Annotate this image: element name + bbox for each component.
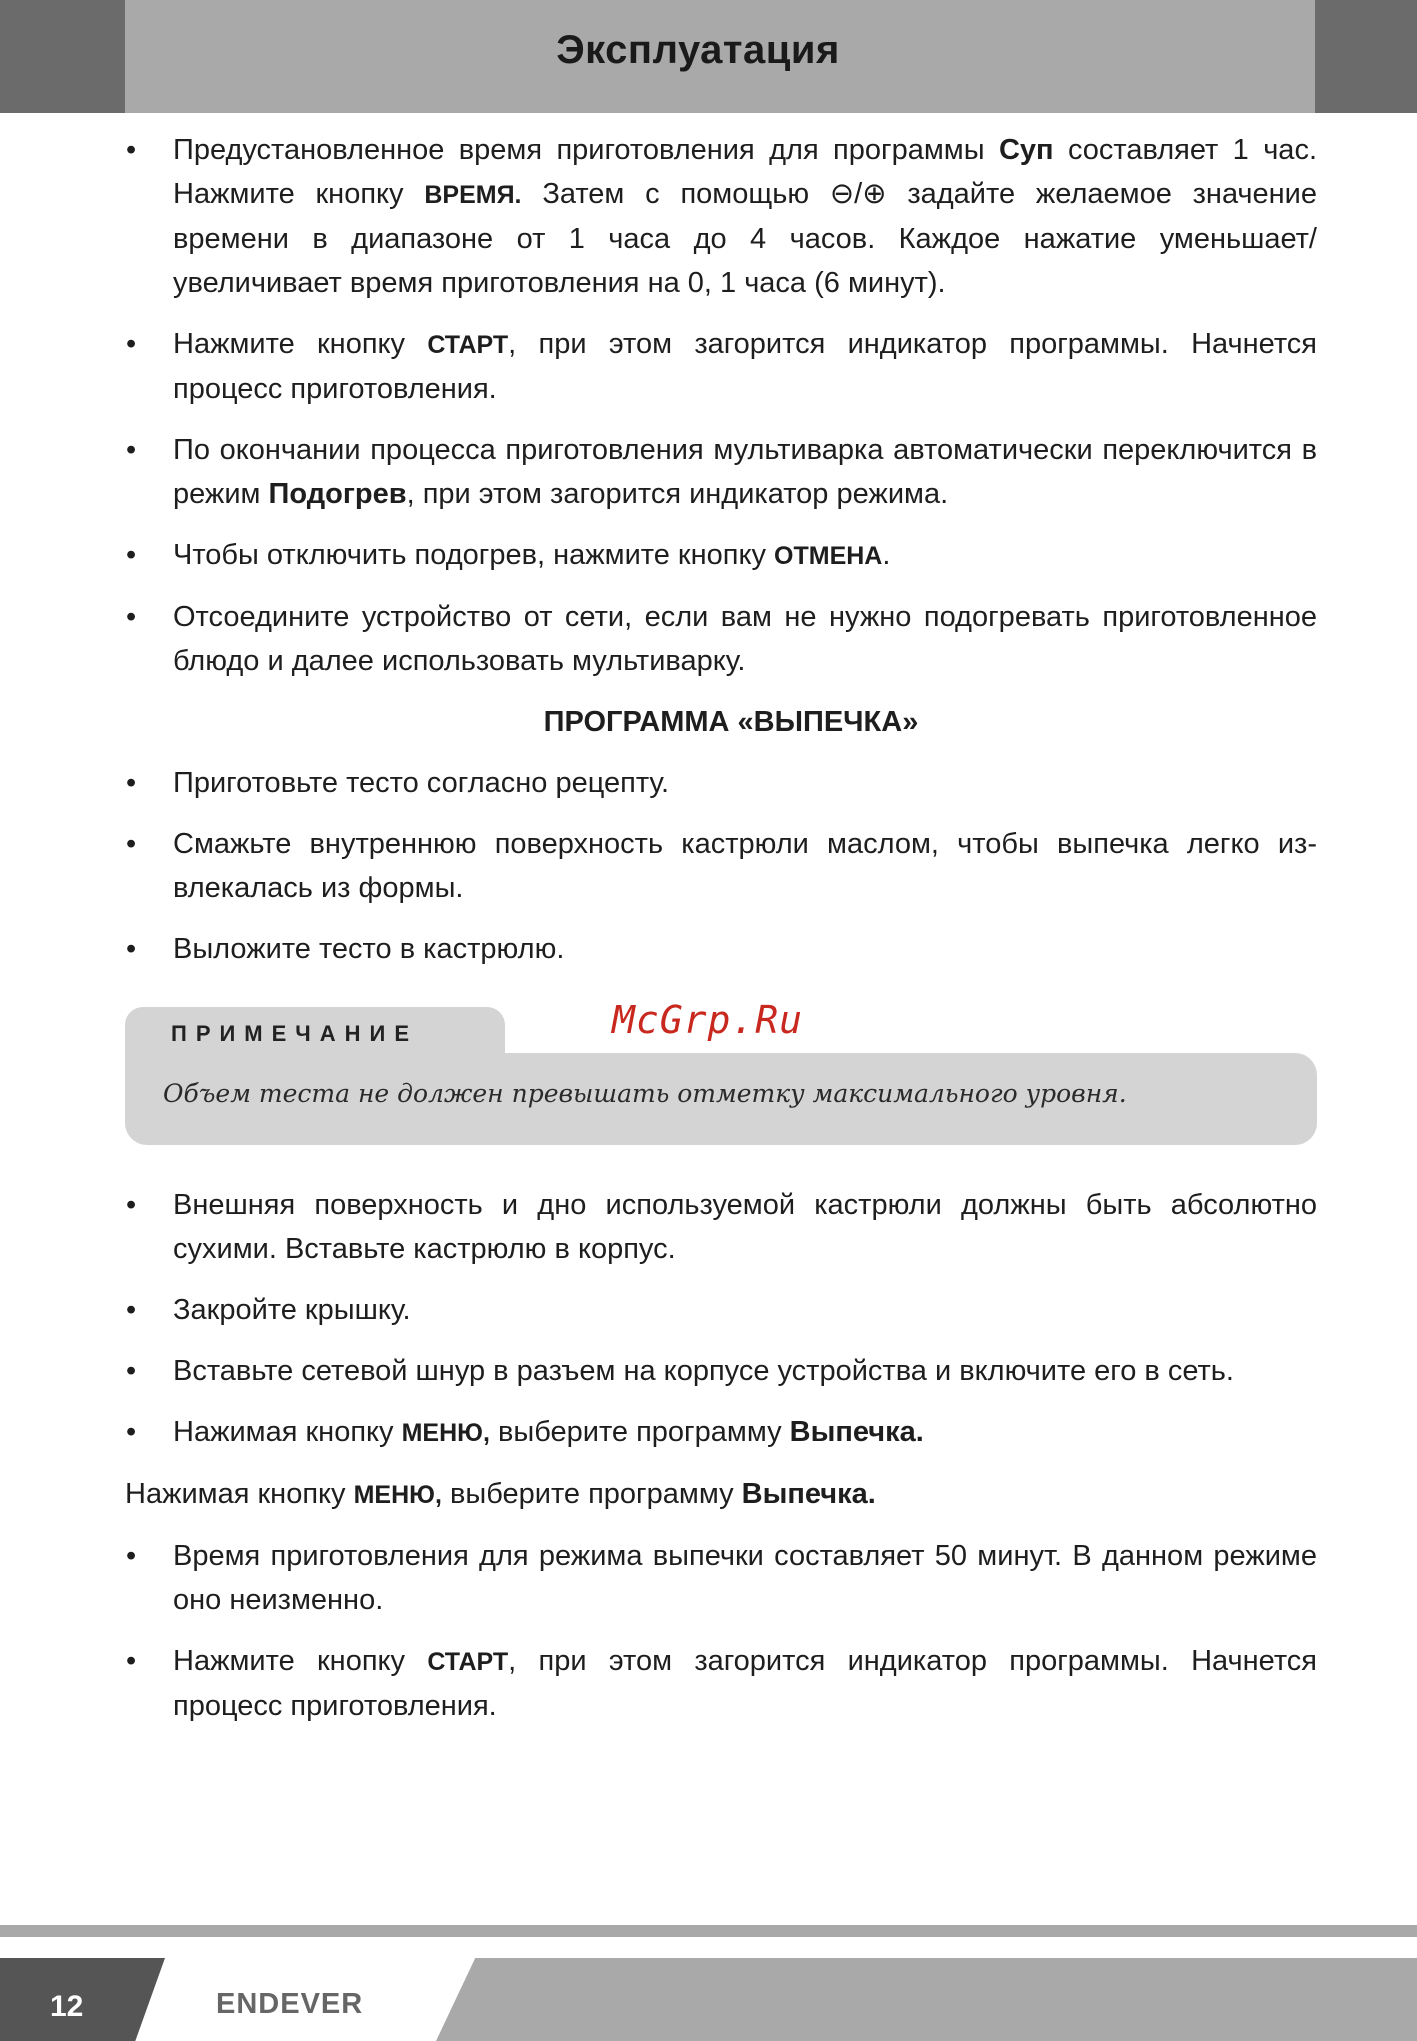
text-run: , при этом загорится индикатор программы. Начнется процесс приготовления. <box>173 328 1317 405</box>
text-run: . <box>882 539 891 571</box>
text-run: Предустановленное время приготовления для программы <box>173 134 999 166</box>
text-run: Смажьте внутреннюю поверхность кастрюли маслом, чтобы выпечка легко извлекалась из формы. <box>173 828 1317 904</box>
bullet-item <box>125 428 1317 516</box>
bullet-list-low <box>125 1183 1317 1455</box>
text-run: Затем с помощью ⊖/⊕ задайте желаемое значение времени в диапазоне от 1 часа до 4 часов. Каждое нажатие уменьшает/ увеличивает время приготовления на 0, 1 часа (6 минут). <box>173 178 1318 299</box>
text-run: Приготовьте тесто согласно рецепту. <box>173 767 670 799</box>
footer-line <box>0 1925 1417 1937</box>
note-tab <box>125 1007 505 1073</box>
footer-right-block <box>436 1958 1417 2041</box>
text-run: По окончании процесса приготовления мультиварка автоматически переключится в режим <box>173 434 1317 510</box>
section-title: ПРОГРАММА «ВЫПЕЧКА» <box>543 706 919 738</box>
note-text: Объем теста не должен превышать отметку максимального уровня. <box>163 1079 1127 1108</box>
bullet-item <box>125 595 1317 683</box>
emphasis-text: МЕНЮ, <box>353 1481 442 1509</box>
watermark: McGrp.Ru <box>612 998 804 1042</box>
text-run: , при этом загорится индикатор режима. <box>406 478 949 510</box>
emphasis-text: Выпечка. <box>789 1416 924 1448</box>
text-run: Вставьте сетевой шнур в разъем на корпусе устройства и включите его в сеть. <box>173 1355 1234 1387</box>
header-right-block <box>1315 0 1417 113</box>
page-number: 12 <box>50 1990 84 2023</box>
emphasis-text: СТАРТ <box>427 331 509 359</box>
emphasis-text: Выпечка. <box>741 1478 876 1510</box>
bullet-item <box>125 128 1317 305</box>
text-run: Нажимая кнопку <box>173 1416 402 1448</box>
text-run: Выложите тесто в кастрюлю. <box>173 933 565 965</box>
main-content <box>125 128 1317 1745</box>
footer-brand: ENDEVER <box>216 1988 364 2020</box>
bullet-item <box>125 822 1317 910</box>
emphasis-text: Подогрев <box>268 478 407 510</box>
text-run: Нажимая кнопку <box>125 1478 354 1510</box>
emphasis-text: Суп <box>998 134 1054 166</box>
bullet-item <box>125 927 1317 971</box>
text-run: , при этом загорится индикатор программы. Начнется процесс приготовления. <box>173 1645 1317 1722</box>
note-label: ПРИМЕЧАНИЕ <box>171 1021 419 1046</box>
text-run: Нажмите кнопку <box>173 328 428 360</box>
bullet-item <box>125 1410 1317 1455</box>
bullet-item <box>125 1183 1317 1271</box>
text-run: Закройте крышку. <box>173 1294 411 1326</box>
bullet-item <box>125 322 1317 411</box>
text-run: выберите программу <box>489 1416 790 1448</box>
plain-instruction <box>125 1472 1317 1517</box>
bullet-list-mid <box>125 761 1317 971</box>
bullet-item <box>125 1288 1317 1332</box>
text-run: составляет 1 час. Нажмите кнопку <box>173 134 1317 210</box>
header-left-block <box>0 0 125 113</box>
emphasis-text: СТАРТ <box>427 1648 509 1676</box>
bullet-item <box>125 533 1317 578</box>
page-title: Эксплуатация <box>556 28 840 72</box>
emphasis-text: ОТМЕНА <box>774 542 883 570</box>
text-run: Чтобы отключить подогрев, нажмите кнопку <box>173 539 775 571</box>
text-run: Нажмите кнопку <box>173 1645 428 1677</box>
bullet-item <box>125 1534 1317 1622</box>
bullet-item <box>125 1639 1317 1728</box>
emphasis-text: МЕНЮ, <box>401 1419 490 1447</box>
bullet-list-end <box>125 1534 1317 1728</box>
text-run: Время приготовления для режима выпечки составляет 50 минут. В данном режиме оно неизменно. <box>173 1540 1317 1616</box>
text-run: Внешняя поверхность и дно используемой кастрюли должны быть абсолютно сухими. Вставьте кастрюлю в корпус. <box>173 1189 1317 1265</box>
bullet-list-top <box>125 128 1317 683</box>
bullet-item <box>125 1349 1317 1393</box>
bullet-item <box>125 761 1317 805</box>
emphasis-text: ВРЕМЯ. <box>424 181 522 209</box>
text-run: выберите программу <box>441 1478 742 1510</box>
text-run: Отсоедините устройство от сети, если вам не нужно подогревать приготовленное блюдо и далее использовать мультиварку. <box>173 601 1317 677</box>
